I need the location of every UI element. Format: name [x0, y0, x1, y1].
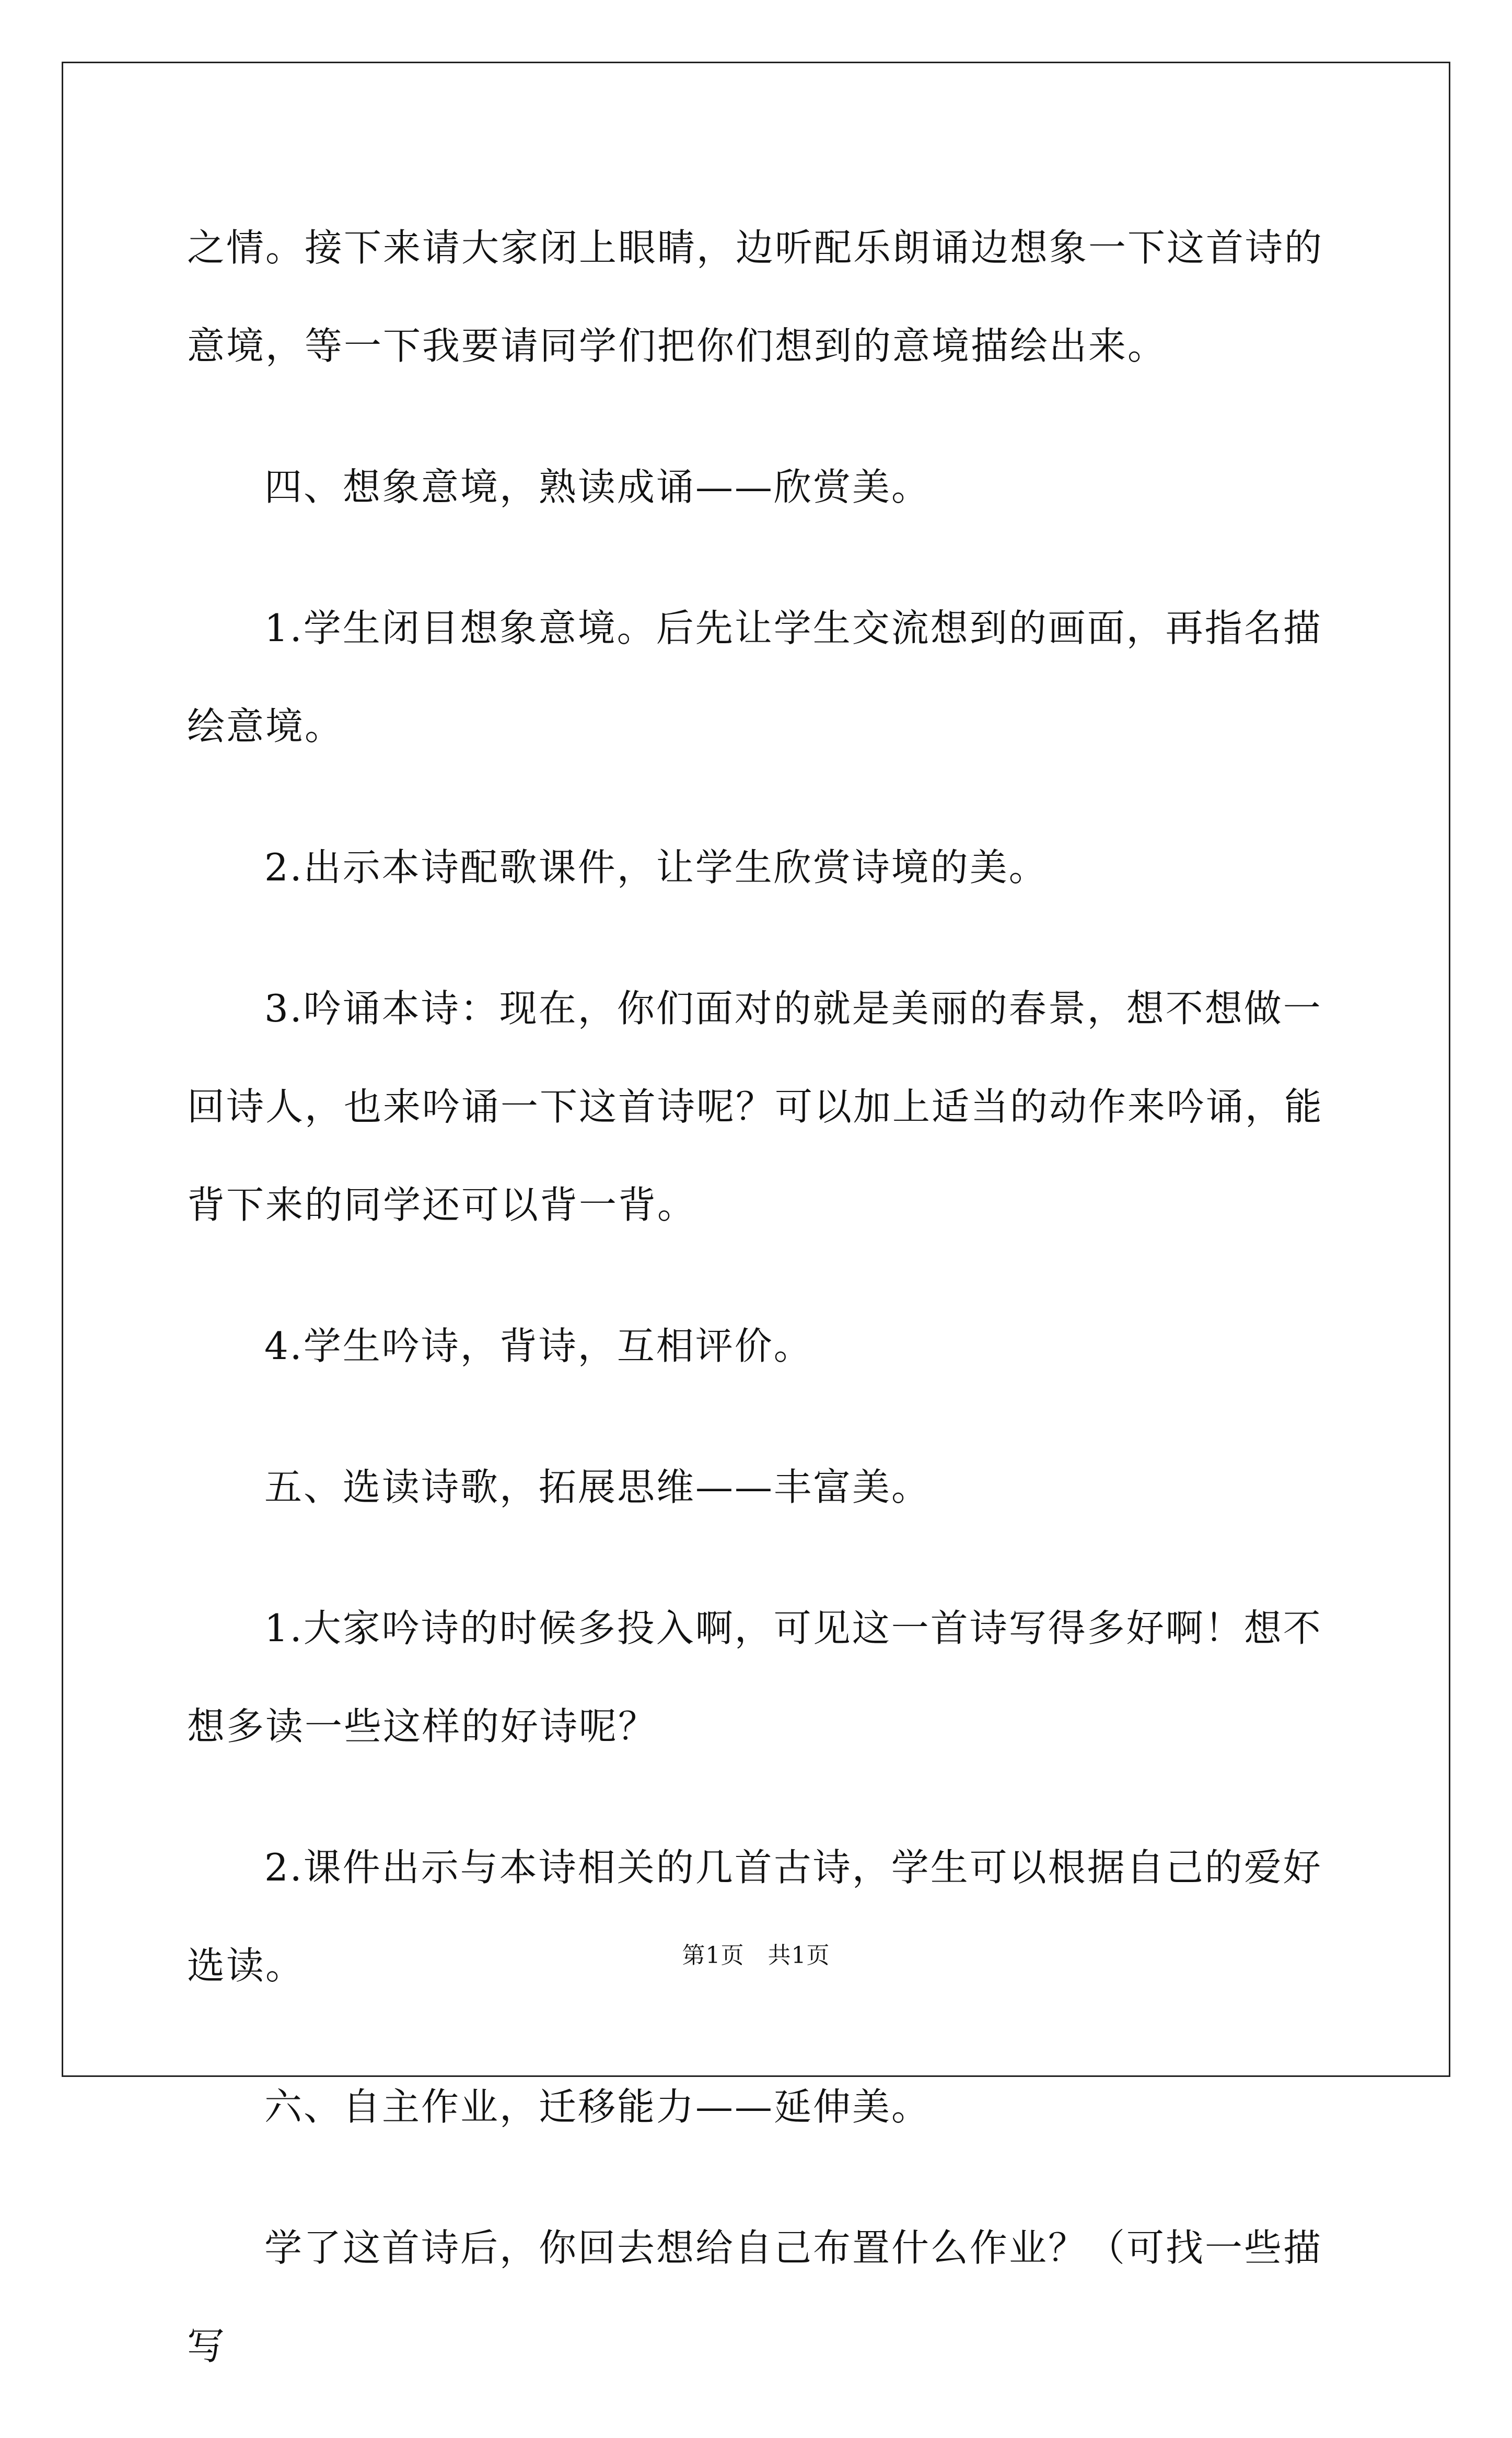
heading-section-4: 四、想象意境，熟读成诵——欣赏美。	[264, 465, 931, 509]
page-footer	[0, 1936, 1512, 1970]
heading-section-6: 六、自主作业，迁移能力——延伸美。	[264, 2085, 931, 2129]
paragraph-step-4-4: 4.学生吟诗，背诗，互相评价。	[264, 1324, 813, 1368]
page-number: 第1页	[682, 1942, 745, 1969]
paragraph-1: 之情。接下来请大家闭上眼睛，边听配乐朗诵边想象一下这首诗的意境，等一下我要请同学们把你们想到的意境描绘出来。	[187, 226, 1324, 368]
paragraph-step-5-2: 2.课件出示与本诗相关的几首古诗，学生可以根据自己的爱好选读。	[187, 1845, 1322, 1988]
document-body	[187, 199, 1331, 2438]
paragraph-step-4-2: 2.出示本诗配歌课件，让学生欣赏诗境的美。	[264, 845, 1048, 889]
page-total: 共1页	[767, 1942, 830, 1969]
paragraph-homework: 学了这首诗后，你回去想给自己布置什么作业？（可找一些描写	[187, 2226, 1323, 2368]
paragraph-step-5-1: 1.大家吟诗的时候多投入啊，可见这一首诗写得多好啊！想不想多读一些这样的好诗呢？	[187, 1606, 1322, 1748]
paragraph-step-4-3: 3.吟诵本诗：现在，你们面对的就是美丽的春景，想不想做一回诗人，也来吟诵一下这首诗呢？可以加上适当的动作来吟诵，能背下来的同学还可以背一背。	[187, 986, 1324, 1227]
paragraph-step-4-1: 1.学生闭目想象意境。后先让学生交流想到的画面，再指名描绘意境。	[187, 606, 1322, 748]
heading-section-5: 五、选读诗歌，拓展思维——丰富美。	[264, 1465, 931, 1509]
